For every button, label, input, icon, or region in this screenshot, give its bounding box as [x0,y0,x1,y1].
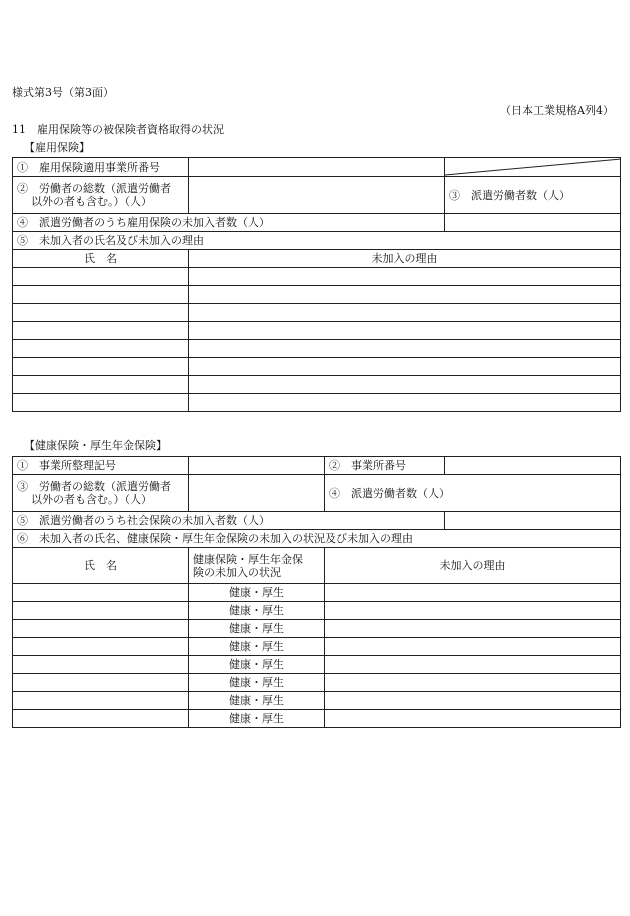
reason-cell[interactable] [189,322,621,340]
names-status-label: ⑥ 未加入者の氏名、健康保険・厚生年金保険の未加入の状況及び未加入の理由 [13,530,621,548]
table-row [13,656,621,674]
table-row [13,286,621,304]
total-workers-field[interactable] [189,177,445,214]
name-cell[interactable] [13,322,189,340]
office-number-field[interactable] [445,457,621,475]
name-cell[interactable] [13,602,189,620]
name-cell[interactable] [13,674,189,692]
employment-insurance-heading: 【雇用保険】 [24,141,90,154]
col-status-header-line1: 健康保険・厚生年金保 [193,552,303,566]
table-row [13,638,621,656]
name-cell[interactable] [13,358,189,376]
reason-cell[interactable] [325,602,621,620]
unenrolled-count-field[interactable] [445,214,621,232]
table-row [13,584,621,602]
table-row [13,394,621,412]
col-reason-header: 未加入の理由 [325,548,621,584]
status-cell[interactable]: 健康・厚生 [189,674,325,692]
office-symbol-field[interactable] [189,457,325,475]
table-row [13,304,621,322]
name-cell[interactable] [13,620,189,638]
table-row [13,268,621,286]
col-name-header: 氏 名 [13,250,189,268]
office-number-struck-cell [445,158,621,177]
name-cell[interactable] [13,376,189,394]
reason-cell[interactable] [189,304,621,322]
table-row [13,674,621,692]
name-cell[interactable] [13,286,189,304]
name-cell[interactable] [13,710,189,728]
reason-cell[interactable] [325,638,621,656]
office-symbol-label: ① 事業所整理記号 [13,457,189,475]
status-cell[interactable]: 健康・厚生 [189,710,325,728]
total-workers-field[interactable] [189,475,325,512]
reason-cell[interactable] [325,710,621,728]
name-cell[interactable] [13,268,189,286]
total-workers-label-line1: ③ 労働者の総数（派遣労働者 [17,480,171,493]
status-cell[interactable]: 健康・厚生 [189,620,325,638]
total-workers-label-line2: 以外の者も含む。）（人） [31,493,152,506]
table-row [13,322,621,340]
health-pension-table [12,456,621,728]
table-row [13,602,621,620]
section-title: 11 雇用保険等の被保険者資格取得の状況 [12,123,224,136]
reason-cell[interactable] [325,620,621,638]
reason-cell[interactable] [189,340,621,358]
unenrolled-count-label: ④ 派遣労働者のうち雇用保険の未加入者数（人） [13,214,445,232]
diagonal-strike [445,158,621,176]
status-cell[interactable]: 健康・厚生 [189,602,325,620]
names-reasons-label: ⑤ 未加入者の氏名及び未加入の理由 [13,232,621,250]
col-status-header [189,548,325,584]
reason-cell[interactable] [325,584,621,602]
name-cell[interactable] [13,340,189,358]
table-row [13,620,621,638]
status-cell[interactable]: 健康・厚生 [189,692,325,710]
name-cell[interactable] [13,692,189,710]
reason-cell[interactable] [189,376,621,394]
unenrolled-count-field[interactable] [445,512,621,530]
health-pension-heading: 【健康保険・厚生年金保険】 [24,439,167,452]
reason-cell[interactable] [189,394,621,412]
name-cell[interactable] [13,638,189,656]
reason-cell[interactable] [189,358,621,376]
office-number-label: ① 雇用保険適用事業所番号 [13,158,189,177]
table-row [13,376,621,394]
reason-cell[interactable] [325,674,621,692]
office-number-label: ② 事業所番号 [325,457,445,475]
col-reason-header: 未加入の理由 [189,250,621,268]
table-row [13,340,621,358]
unenrolled-count-label: ⑤ 派遣労働者のうち社会保険の未加入者数（人） [13,512,445,530]
reason-cell[interactable] [189,268,621,286]
name-cell[interactable] [13,394,189,412]
employment-insurance-table [12,157,621,412]
total-workers-label-line2: 以外の者も含む。）（人） [31,195,152,208]
reason-cell[interactable] [325,692,621,710]
table-row [13,692,621,710]
status-cell[interactable]: 健康・厚生 [189,584,325,602]
dispatched-label: ④ 派遣労働者数（人） [325,475,621,512]
dispatched-label: ③ 派遣労働者数（人） [445,177,621,214]
col-status-header-line2: 険の未加入の状況 [193,565,281,579]
reason-cell[interactable] [325,656,621,674]
reason-cell[interactable] [189,286,621,304]
paper-size-note: （日本工業規格A列4） [500,104,614,117]
total-workers-label [13,475,189,512]
total-workers-label-line1: ② 労働者の総数（派遣労働者 [17,182,171,195]
table-row [13,358,621,376]
status-cell[interactable]: 健康・厚生 [189,656,325,674]
name-cell[interactable] [13,656,189,674]
name-cell[interactable] [13,304,189,322]
total-workers-label [13,177,189,214]
name-cell[interactable] [13,584,189,602]
table-row [13,710,621,728]
form-number: 様式第3号（第3面） [12,86,114,99]
office-number-field[interactable] [189,158,445,177]
col-name-header: 氏 名 [13,548,189,584]
status-cell[interactable]: 健康・厚生 [189,638,325,656]
